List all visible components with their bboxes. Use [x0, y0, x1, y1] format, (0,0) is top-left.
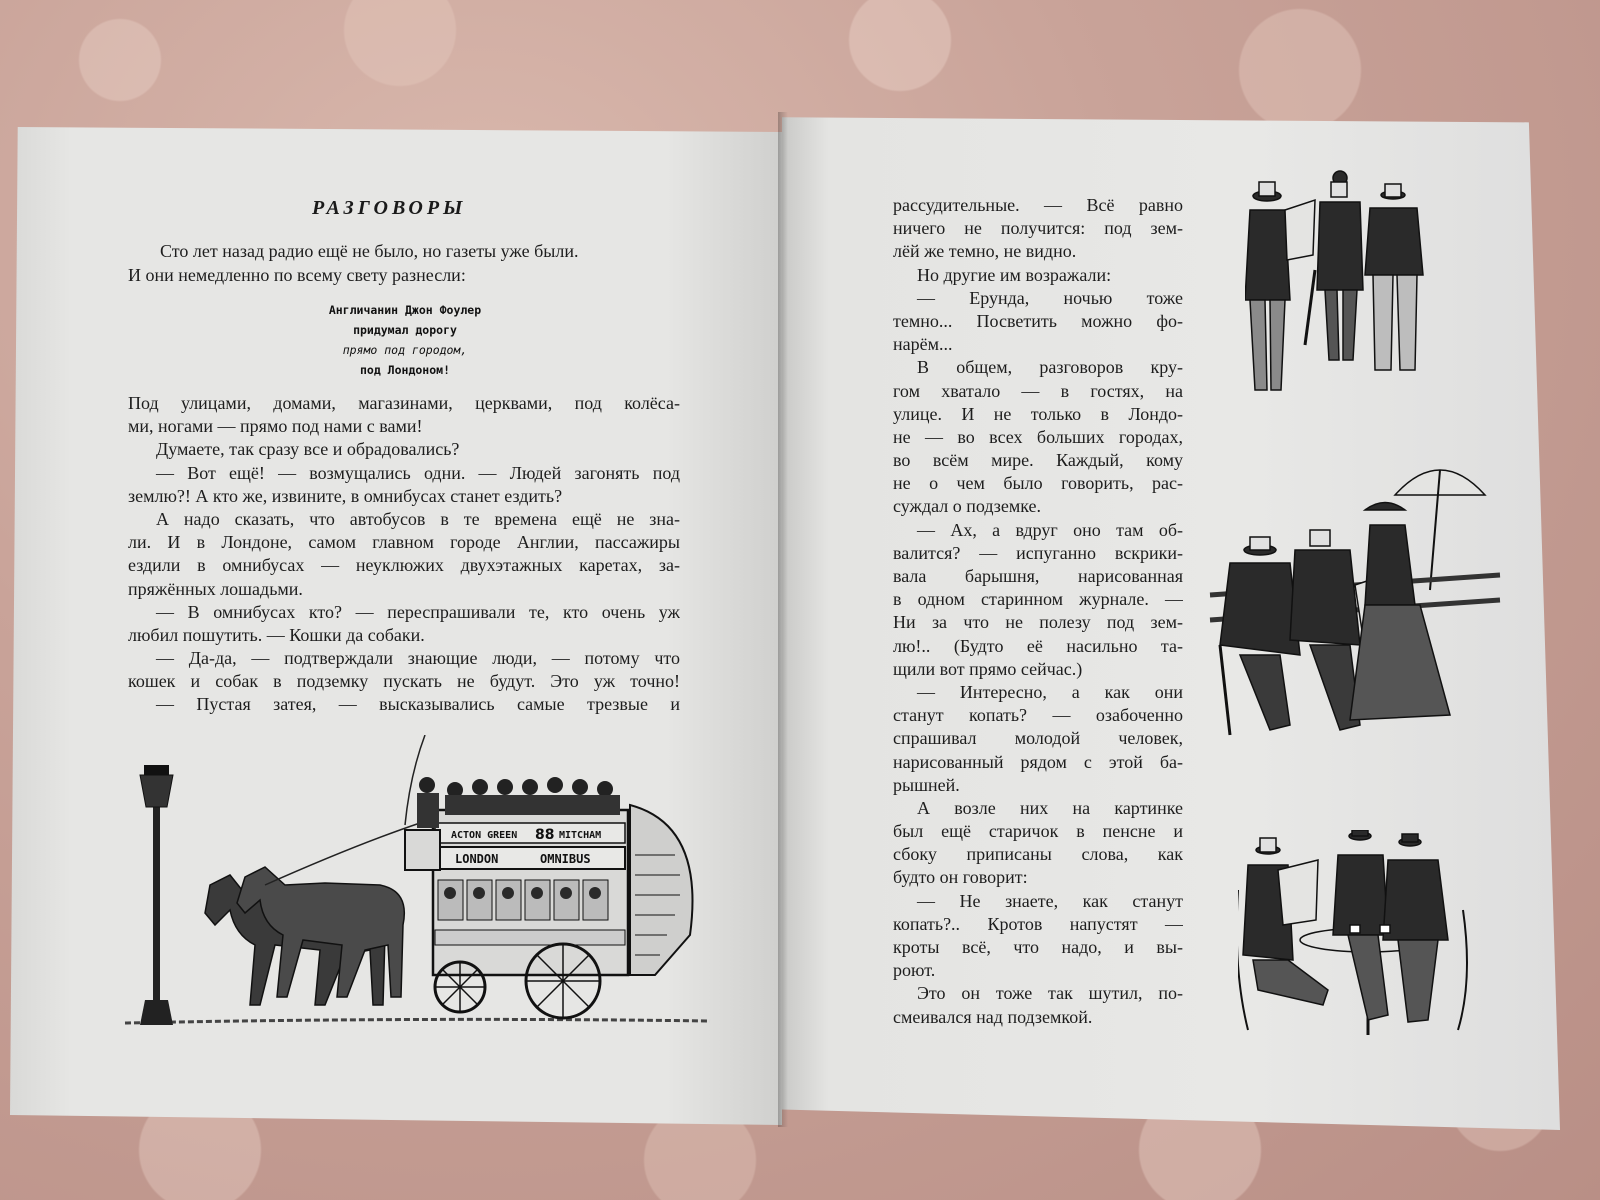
- body-line: — В омнибусах кто? — переспрашивали те, кто очень уж: [156, 601, 680, 622]
- gentlemen-illustration: [1245, 160, 1445, 405]
- omnibus-sign-omnibus: OMNIBUS: [540, 852, 591, 866]
- body-line: нарисованный рядом с этой ба-: [893, 751, 1183, 772]
- body-line: рассудительные. — Всё равно: [893, 195, 1183, 215]
- body-line: А возле них на картинке: [917, 797, 1183, 818]
- body-line: любил пошутить. — Кошки да собаки.: [128, 624, 425, 645]
- left-body-text: [128, 392, 680, 717]
- book-spine-shadow: [778, 112, 788, 1127]
- body-line: — Ерунда, ночью тоже: [917, 287, 1183, 308]
- omnibus-sign-london: LONDON: [455, 852, 499, 866]
- intro-line: И они немедленно по всему свету разнесли:: [128, 265, 466, 285]
- headline-line: прямо под городом,: [342, 343, 468, 357]
- headline-line: под Лондоном!: [359, 363, 450, 377]
- body-line: щили вот прямо сейчас.): [893, 658, 1083, 679]
- body-line: рышней.: [893, 774, 960, 795]
- lamp-post: [140, 765, 173, 1025]
- body-line: ли. И в Лондоне, самом главном городе Англии, пассажиры: [128, 532, 680, 553]
- body-line: Это он тоже так шутил, по-: [917, 983, 1183, 1004]
- body-line: во всём мире. Каждый, кому: [893, 450, 1183, 471]
- body-line: копать?.. Кротов напустят —: [893, 913, 1183, 934]
- body-line: кошек и собак в подземку пускать не будут. Это уж точно!: [128, 671, 680, 692]
- body-line: не о чем было говорить, рас-: [893, 473, 1183, 494]
- body-line: ничего не получится: под зем-: [893, 218, 1183, 239]
- body-line: А надо сказать, что автобусов в те времена ещё не зна-: [156, 508, 680, 529]
- body-line: — Ах, а вдруг оно там об-: [917, 519, 1183, 540]
- body-line: — Не знаете, как станут: [917, 890, 1183, 911]
- body-line: улице. И не только в Лондо-: [893, 403, 1183, 424]
- body-line: — Пустая затея, — высказывались самые трезвые и: [156, 694, 680, 715]
- body-line: не — во всех больших городах,: [893, 426, 1183, 447]
- omnibus-illustration: [115, 735, 715, 1035]
- body-line: землю?! А кто же, извините, в омнибусах станет ездить?: [128, 485, 563, 506]
- body-line: ездили в омнибусах — неуклюжих двухэтажных каретах, за-: [128, 555, 680, 576]
- body-line: в одном старинном журнале. —: [893, 589, 1183, 610]
- body-line: — Интересно, а как они: [917, 681, 1183, 702]
- body-line: будто он говорит:: [893, 867, 1028, 888]
- body-line: был ещё старичок в пенсне и: [893, 821, 1183, 842]
- headline-line: придумал дорогу: [353, 323, 457, 337]
- body-line: станут копать? — озабоченно: [893, 705, 1183, 726]
- intro-line: Сто лет назад радио ещё не было, но газеты уже были.: [160, 241, 579, 261]
- body-line: смеивался над подземкой.: [893, 1006, 1093, 1027]
- omnibus-sign-acton: ACTON GREEN: [451, 830, 518, 841]
- body-line: В общем, разговоров кру-: [917, 357, 1183, 378]
- body-line: Под улицами, домами, магазинами, церквами, под колёса-: [128, 393, 680, 413]
- body-line: лёй же темно, не видно.: [893, 241, 1077, 262]
- body-line: суждал о подземке.: [893, 496, 1042, 517]
- bench-illustration: [1200, 445, 1520, 755]
- omnibus-sign-mitcham: MITCHAM: [559, 830, 602, 841]
- cafe-illustration: [1238, 830, 1478, 1050]
- body-line: ми, ногами — прямо под нами с вами!: [128, 416, 423, 437]
- body-line: темно... Посветить можно фо-: [893, 310, 1183, 331]
- body-line: лю!.. (Будто её насильно та-: [893, 635, 1183, 656]
- body-line: роют.: [893, 960, 936, 981]
- body-line: кроты всё, что надо, и вы-: [893, 937, 1183, 957]
- body-line: сбоку приписаны слова, как: [893, 844, 1183, 865]
- body-line: Но другие им возражали:: [917, 264, 1112, 285]
- body-line: Ни за что не полезу под зем-: [893, 612, 1183, 633]
- body-line: валится? — испуганно вскрики-: [893, 542, 1183, 563]
- body-line: — Да-да, — подтверждали знающие люди, — потому что: [156, 648, 680, 669]
- omnibus: [405, 777, 693, 1018]
- body-line: — Вот ещё! — возмущались одни. — Людей загонять под: [156, 462, 680, 483]
- body-line: Думаете, так сразу все и обрадовались?: [156, 439, 460, 460]
- newspaper-headline: [240, 300, 570, 380]
- body-line: пряжённых лошадьми.: [128, 578, 303, 599]
- horses: [205, 867, 404, 1005]
- chapter-title: РАЗГОВОРЫ: [312, 197, 467, 219]
- right-body-text: [893, 194, 1183, 1029]
- omnibus-sign-number: 88: [535, 827, 555, 843]
- body-line: спрашивал молодой человек,: [893, 728, 1183, 749]
- body-line: вала барышня, нарисованная: [893, 566, 1183, 586]
- body-line: нарём...: [893, 334, 953, 355]
- headline-line: Англичанин Джон Фоулер: [328, 303, 482, 317]
- body-line: гом хватало — в гостях, на: [893, 380, 1183, 401]
